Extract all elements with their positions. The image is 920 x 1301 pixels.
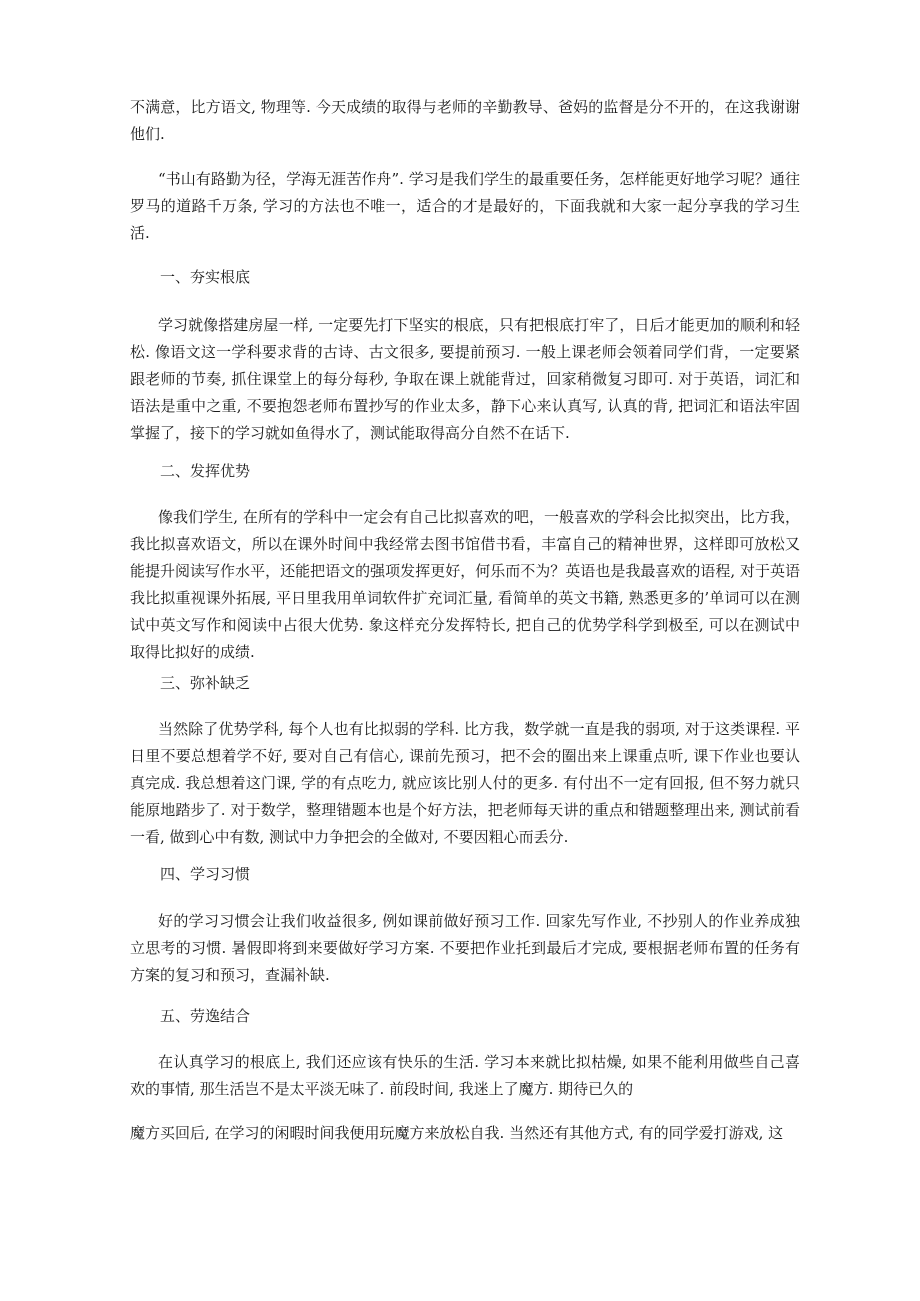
paragraph-section-1: 学习就像搭建房屋一样, 一定要先打下坚实的根底，只有把根底打牢了，日后才能更加的顺利和轻松. 像语文这一学科要求背的古诗、古文很多, 要提前预习. 一般上课老师会领着同学们背，一定要紧跟老师的节奏, 抓住课堂上的每分每秒, 争取在课上就能背过，回家稍微复习即可. 对于英语，词汇和语法是重中之重, 不要抱怨老师布置抄写的作业太多，静下心来认真写, 认真的背, 把词汇和语法牢固掌握了，接下的学习就如鱼得水了，测试能取得高分自然不在话下.	[130, 316, 800, 442]
section-heading-5: 五、劳逸结合	[160, 1007, 251, 1025]
section-heading-4: 四、学习习惯	[160, 865, 251, 883]
section-heading-3: 三、弥补缺乏	[160, 674, 251, 692]
paragraph-section-2: 像我们学生, 在所有的学科中一定会有自己比拟喜欢的吧，一般喜欢的学科会比拟突出，比方我，我比拟喜欢语文，所以在课外时间中我经常去图书馆借书看，丰富自己的精神世界，这样即可放松又能提升阅读写作水平，还能把语文的强项发挥更好，何乐而不为？英语也是我最喜欢的语程, 对于英语我比拟重视课外拓展, 平日里我用单词软件扩充词汇量, 看简单的英文书籍, 熟悉更多的’单词可以在测试中英文写作和阅读中占很大优势. 象这样充分发挥特长, 把自己的优势学科学到极至, 可以在测试中取得比拟好的成绩.	[130, 508, 800, 661]
paragraph-section-4: 好的学习习惯会让我们收益很多, 例如课前做好预习工作. 回家先写作业, 不抄别人的作业养成独立思考的习惯. 暑假即将到来要做好学习方案. 不要把作业托到最后才完成, 要根据老师布置的任务有方案的复习和预习，查漏补缺.	[130, 912, 800, 984]
paragraph-section-5: 在认真学习的根底上, 我们还应该有快乐的生活. 学习本来就比拟枯燥, 如果不能利用做些自己喜欢的事情, 那生活岂不是太平淡无味了. 前段时间, 我迷上了魔方. 期待已久的	[130, 1053, 800, 1098]
paragraph-continuation: 魔方买回后, 在学习的闲暇时间我便用玩魔方来放松自我. 当然还有其他方式, 有的同学爱打游戏, 这	[130, 1124, 784, 1142]
section-heading-1: 一、夯实根底	[160, 268, 251, 286]
paragraph-quote: “书山有路勤为径，学海无涯苦作舟”. 学习是我们学生的最重要任务，怎样能更好地学习呢？通往罗马的道路千万条, 学习的方法也不唯一，适合的才是最好的，下面我就和大家一起分享我的学习生活.	[130, 170, 800, 242]
paragraph-intro-end: 不满意，比方语文, 物理等. 今天成绩的取得与老师的辛勤教导、爸妈的监督是分不开的，在这我谢谢他们.	[130, 98, 800, 143]
section-heading-2: 二、发挥优势	[160, 462, 251, 480]
paragraph-section-3: 当然除了优势学科, 每个人也有比拟弱的学科. 比方我，数学就一直是我的弱项, 对于这类课程. 平日里不要总想着学不好, 要对自己有信心, 课前先预习，把不会的圈出来上课重点听, 课下作业也要认真完成. 我总想着这门课, 学的有点吃力, 就应该比别人付的更多. 有付出不一定有回报, 但不努力就只能原地踏步了. 对于数学，整理错题本也是个好方法，把老师每天讲的重点和错题整理出来, 测试前看一看, 做到心中有数, 测试中力争把会的全做对, 不要因粗心而丢分.	[130, 720, 800, 846]
